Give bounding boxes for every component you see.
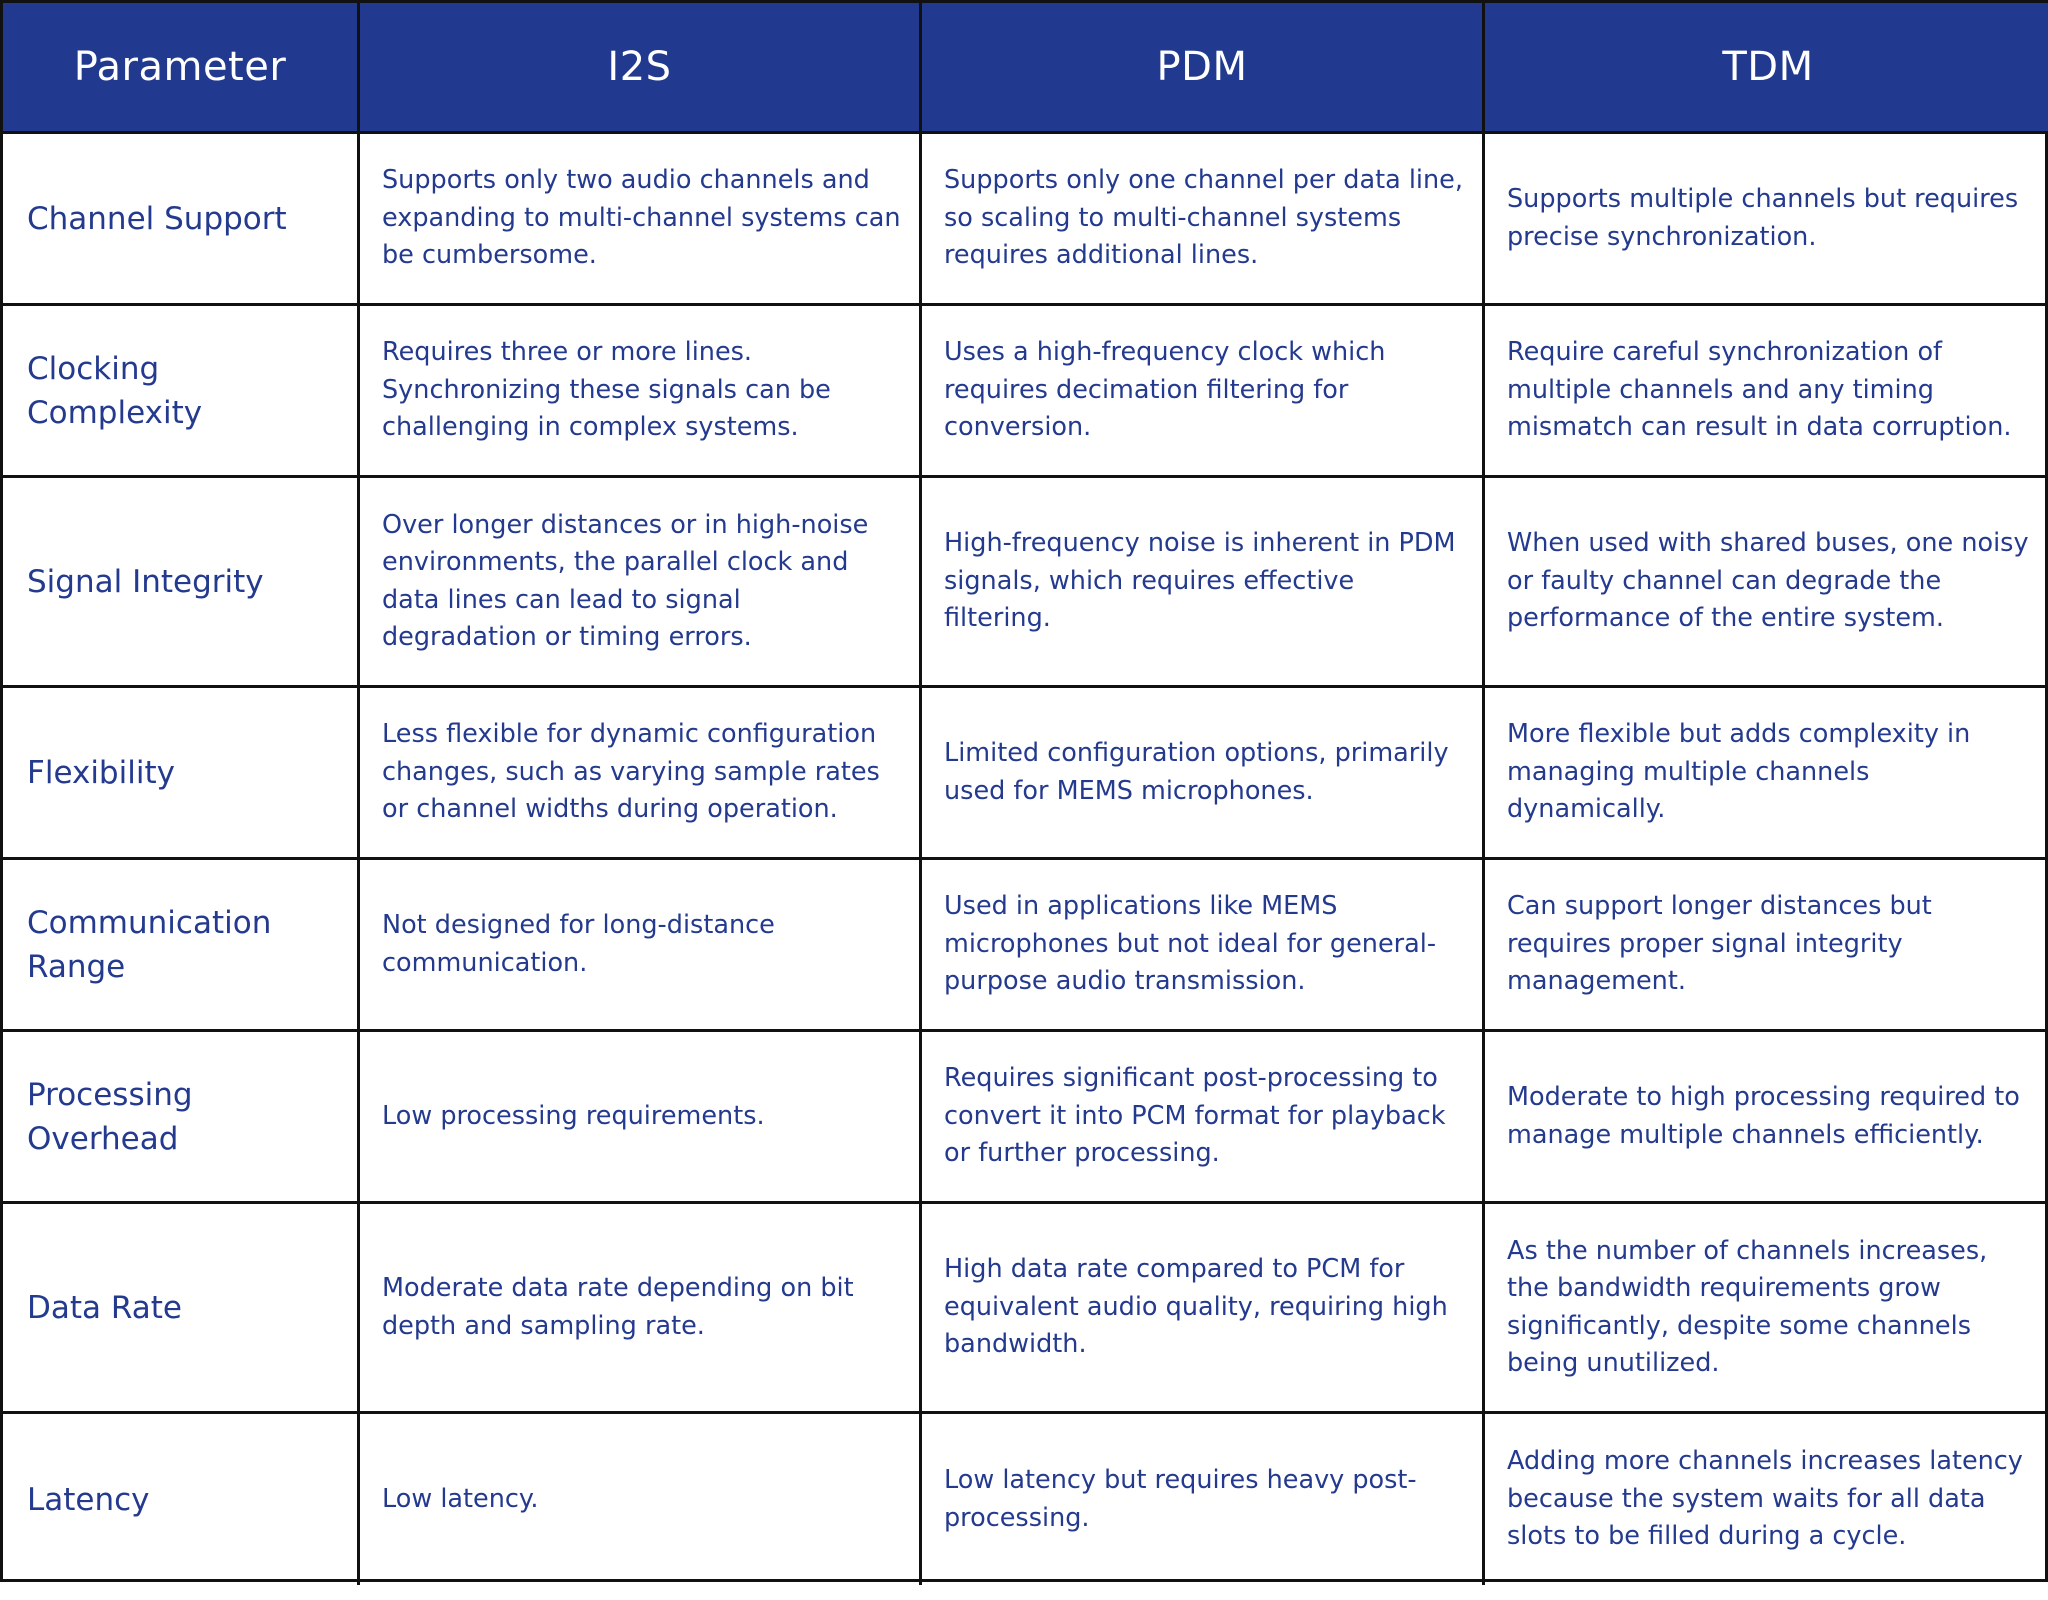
header-parameter: Parameter [3,3,360,134]
row-tdm-cell: Can support longer distances but requires proper signal integrity management. [1485,860,2048,1032]
header-i2s: I2S [360,3,922,134]
row-pdm-cell: Limited configuration options, primarily used for MEMS microphones. [922,688,1485,860]
row-parameter-cell: Data Rate [3,1204,360,1414]
row-parameter-cell: Processing Overhead [3,1032,360,1204]
row-parameter-cell: Flexibility [3,688,360,860]
row-i2s-cell: Requires three or more lines. Synchronizing these signals can be challenging in complex systems. [360,306,922,478]
row-pdm-cell: Used in applications like MEMS microphones but not ideal for general-purpose audio transmission. [922,860,1485,1032]
row-parameter-cell: Channel Support [3,134,360,306]
row-i2s-cell: Supports only two audio channels and expanding to multi-channel systems can be cumbersome. [360,134,922,306]
row-tdm-cell: Adding more channels increases latency because the system waits for all data slots to be filled during a cycle. [1507,1446,2023,1552]
row-parameter-cell: Latency [3,1414,360,1585]
row-pdm-cell: High-frequency noise is inherent in PDM signals, which requires effective filtering. [922,478,1485,688]
header-tdm: TDM [1485,3,2048,134]
row-parameter-cell: Signal Integrity [3,478,360,688]
row-parameter-cell: Clocking Complexity [3,306,360,478]
row-tdm-cell: More flexible but adds complexity in managing multiple channels dynamically. [1485,688,2048,860]
row-tdm-cell: Require careful synchronization of multiple channels and any timing mismatch can result in data corruption. [1485,306,2048,478]
row-pdm-cell: Supports only one channel per data line, so scaling to multi-channel systems requires additional lines. [922,134,1485,306]
row-pdm-cell: Uses a high-frequency clock which requires decimation filtering for conversion. [922,306,1485,478]
header-pdm: PDM [922,3,1485,134]
row-pdm-cell: High data rate compared to PCM for equivalent audio quality, requiring high bandwidth. [922,1204,1485,1414]
row-pdm-cell: Requires significant post-processing to convert it into PCM format for playback or further processing. [922,1032,1485,1204]
row-i2s-cell: Less flexible for dynamic configuration changes, such as varying sample rates or channel widths during operation. [360,688,922,860]
row-parameter-cell: Communication Range [3,860,360,1032]
row-i2s-cell: Low latency. [360,1414,922,1585]
row-tdm-cell: When used with shared buses, one noisy or faulty channel can degrade the performance of the entire system. [1485,478,2048,688]
row-tdm-cell: Supports multiple channels but requires precise synchronization. [1485,134,2048,306]
row-i2s-cell: Not designed for long-distance communication. [360,860,922,1032]
row-i2s-cell: Low processing requirements. [360,1032,922,1204]
row-pdm-cell: Low latency but requires heavy post-processing. [922,1414,1485,1585]
row-i2s-cell: Moderate data rate depending on bit depth and sampling rate. [360,1204,922,1414]
row-tdm-cell: Moderate to high processing required to manage multiple channels efficiently. [1485,1032,2048,1204]
row-i2s-cell: Over longer distances or in high-noise environments, the parallel clock and data lines can lead to signal degradation or timing errors. [360,478,922,688]
row-tdm-cell: As the number of channels increases, the bandwidth requirements grow significantly, despite some channels being unutilized. [1485,1204,2048,1414]
